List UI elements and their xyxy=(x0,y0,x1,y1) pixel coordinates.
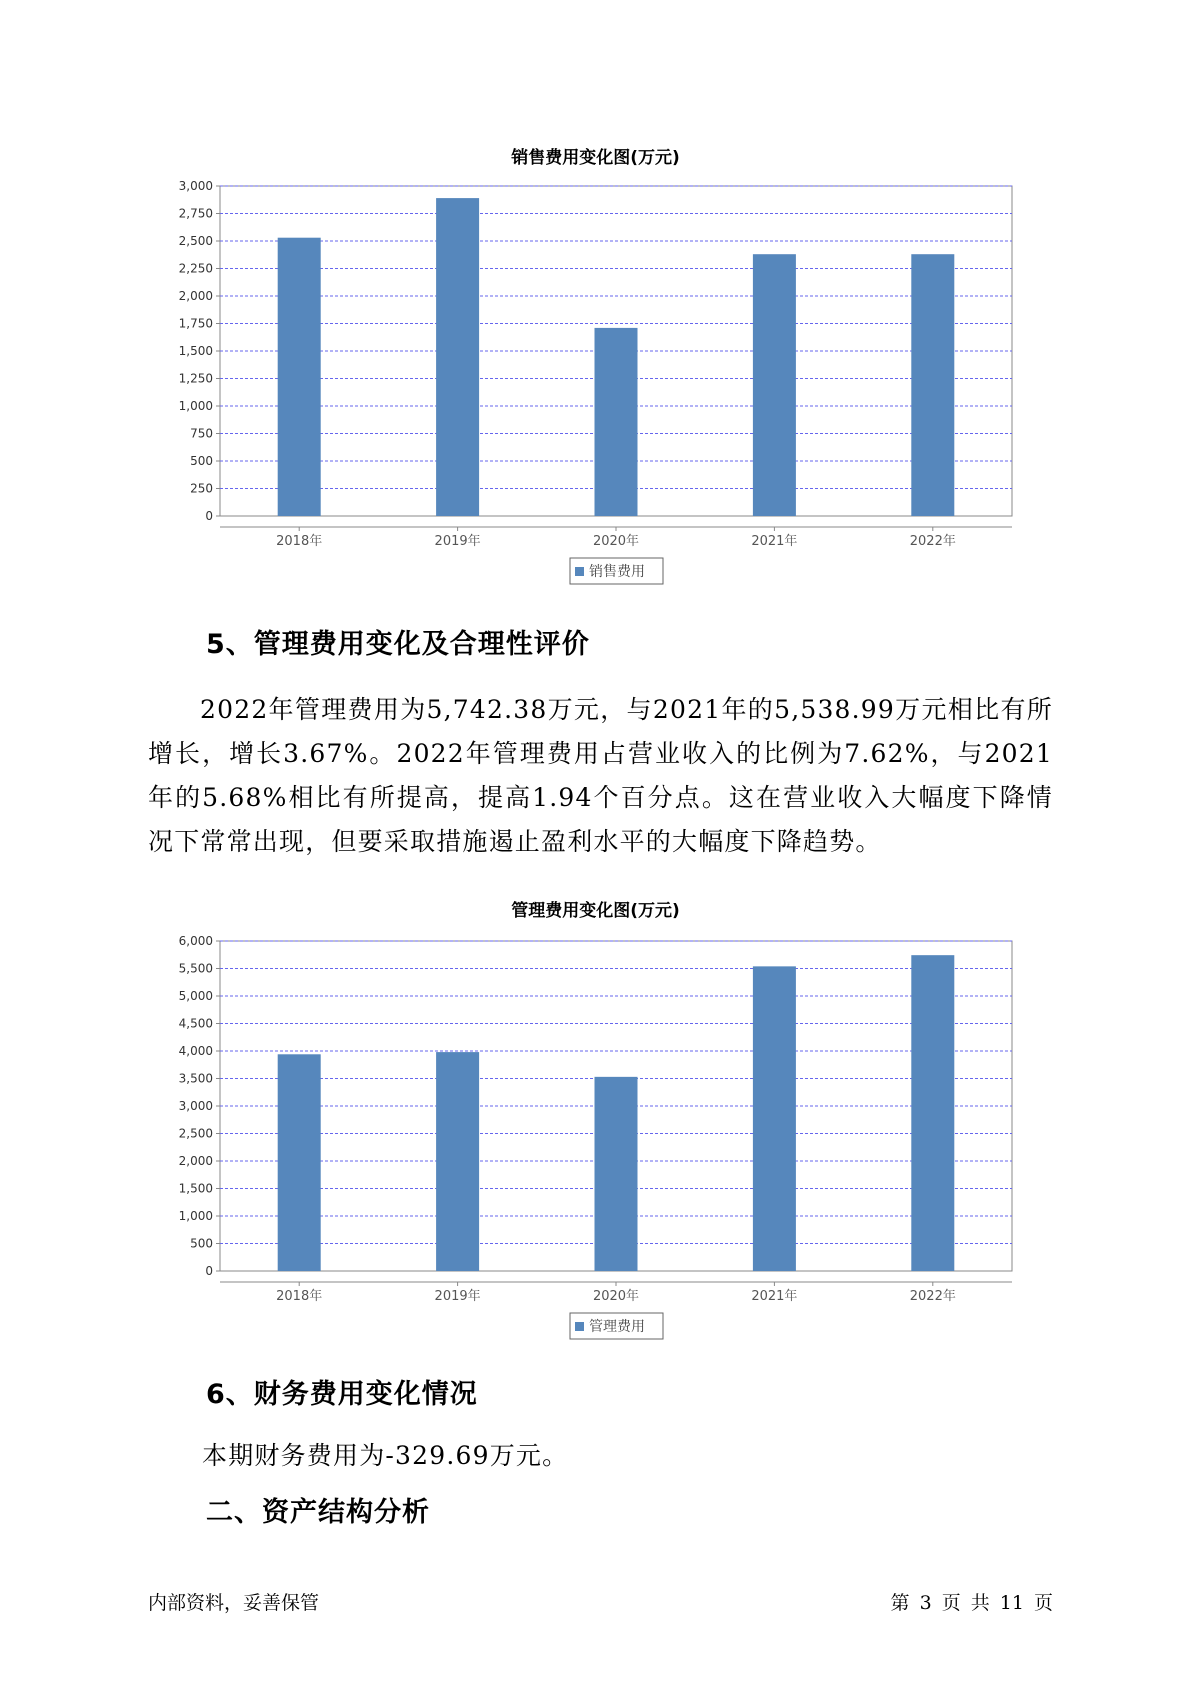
section6-heading: 6、财务费用变化情况 xyxy=(206,1379,478,1410)
footer-page-number: 第 3 页 共 11 页 xyxy=(890,1592,1053,1614)
section5-paragraph-text: 2022年管理费用为5,742.38万元，与2021年的5,538.99万元相比有所增长，增长3.67%。2022年管理费用占营业收入的比例为7.62%，与2021年的5.68%相比有所提高，提高1.94个百分点。这在营业收入大幅度下降情况下常常出现，但要采取措施遏止盈利水平的大幅度下降趋势。 xyxy=(148,695,1053,856)
bar-2019年 xyxy=(436,1052,479,1271)
y-tick-label: 750 xyxy=(190,426,213,441)
section5-paragraph xyxy=(148,688,1053,864)
legend-swatch xyxy=(575,1322,584,1331)
x-tick-label: 2020年 xyxy=(592,534,640,549)
x-tick-label: 2021年 xyxy=(751,1289,798,1304)
x-tick-label: 2019年 xyxy=(434,1289,481,1304)
bar-2022年 xyxy=(911,955,954,1271)
y-tick-label: 1,250 xyxy=(178,371,213,386)
y-tick-label: 5,500 xyxy=(178,961,213,976)
section6-paragraph: 本期财务费用为-329.69万元。 xyxy=(202,1441,569,1470)
bar-2019年 xyxy=(436,198,479,516)
y-tick-label: 1,000 xyxy=(178,1209,213,1223)
x-tick-label: 2022年 xyxy=(909,1289,956,1304)
bar-2021年 xyxy=(753,254,796,516)
legend-label: 销售费用 xyxy=(589,564,645,580)
y-tick-label: 5,000 xyxy=(178,989,213,1003)
y-tick-label: 1,000 xyxy=(178,399,213,413)
x-tick-label: 2018年 xyxy=(276,534,323,549)
y-tick-label: 2,500 xyxy=(178,1126,213,1141)
y-tick-label: 1,500 xyxy=(178,1181,213,1196)
y-tick-label: 500 xyxy=(190,1236,213,1251)
y-tick-label: 2,000 xyxy=(178,1154,213,1168)
x-tick-label: 2020年 xyxy=(592,1289,640,1304)
y-tick-label: 500 xyxy=(190,454,213,468)
x-tick-label: 2022年 xyxy=(909,534,956,549)
section5-heading: 5、管理费用变化及合理性评价 xyxy=(206,629,590,660)
y-tick-label: 2,500 xyxy=(178,234,213,248)
y-tick-label: 2,000 xyxy=(178,289,213,303)
bar-2018年 xyxy=(278,238,321,516)
bar-2022年 xyxy=(911,254,954,516)
x-tick-label: 2021年 xyxy=(751,534,798,549)
bar-2020年 xyxy=(595,1077,638,1271)
admin-expense-chart-title: 管理费用变化图(万元) xyxy=(511,901,680,921)
y-tick-label: 2,750 xyxy=(178,206,213,221)
y-tick-label: 1,500 xyxy=(178,344,213,358)
legend-swatch xyxy=(575,567,584,576)
y-tick-label: 2,250 xyxy=(178,261,213,276)
admin-expense-chart xyxy=(0,925,1191,1365)
y-tick-label: 6,000 xyxy=(178,934,213,948)
legend-label: 管理费用 xyxy=(589,1319,645,1335)
bar-2021年 xyxy=(753,966,796,1271)
bar-2020年 xyxy=(595,328,638,516)
y-tick-label: 4,000 xyxy=(178,1044,213,1058)
y-tick-label: 0 xyxy=(205,1264,213,1278)
bar-2018年 xyxy=(278,1054,321,1271)
y-tick-label: 3,000 xyxy=(178,179,213,193)
y-tick-label: 250 xyxy=(190,481,213,496)
footer-confidential-note: 内部资料，妥善保管 xyxy=(148,1592,320,1614)
x-tick-label: 2018年 xyxy=(276,1289,323,1304)
x-tick-label: 2019年 xyxy=(434,534,481,549)
y-tick-label: 3,500 xyxy=(178,1071,213,1086)
y-tick-label: 0 xyxy=(205,509,213,523)
sales-expense-chart xyxy=(0,170,1191,630)
y-tick-label: 1,750 xyxy=(178,316,213,331)
y-tick-label: 4,500 xyxy=(178,1016,213,1031)
sales-expense-chart-title: 销售费用变化图(万元) xyxy=(511,148,680,168)
section-two-heading: 二、资产结构分析 xyxy=(206,1497,430,1528)
y-tick-label: 3,000 xyxy=(178,1099,213,1113)
